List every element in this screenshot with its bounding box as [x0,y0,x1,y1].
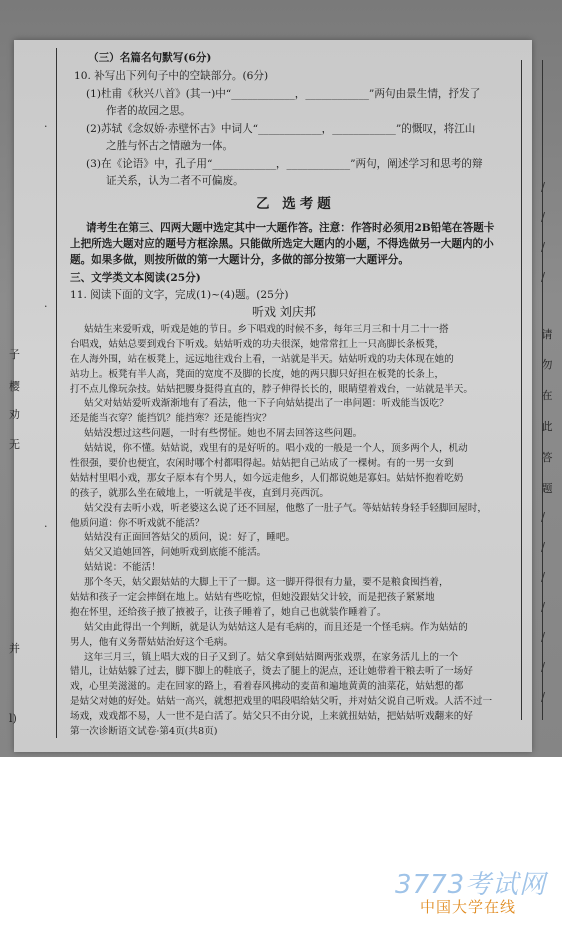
passage-line: 台唱戏，姑姑总要到戏台下听戏。姑姑听戏的功夫很深，她常常扛上一只高脚长条板凳， [70,338,445,350]
site-logo: 3773考试网 [395,870,547,900]
passage-line: 在人海外围，站在板凳上，远远地往戏台上看，一站就是半天。姑姑听戏的功夫体现在她的 [70,353,454,365]
right-margin-char: 在 [541,389,553,402]
cut-line-dot: · [44,520,48,533]
question-text: 证关系，认为二者不可偏废。 [106,175,244,187]
question-text: (2)苏轼《念奴娇·赤壁怀古》中词人“____________，____________”的慨叹，将江山 [86,123,476,135]
cut-line-mark: / [541,690,546,704]
passage-line: 姑父又追她回答，问她听戏到底能不能活。 [84,547,267,559]
passage-line: 姑姑说，你不懂。姑姑说，戏里有的是好听的。唱小戏的一般是一个人，顶多两个人，机动 [84,443,468,455]
cut-line-mark: / [541,210,546,224]
cut-line-mark: / [541,570,546,584]
section-heading: （三）名篇名句默写(6分) [88,52,212,64]
left-margin-char: 子 [9,348,20,361]
question-text: (3)在《论语》中，孔子用“____________，____________”两句，阐述学习和思考的辩 [86,158,483,170]
instruction-text: 题。如果多做，则按所做的第一大题计分，多做的部分按第一大题评分。 [70,254,409,266]
cut-line-mark: / [541,660,546,674]
passage-line: 姑姑和孩子一定会摔倒在地上。姑姑有些吃惊，但她没跟姑父计较，而是把孩子紧紧地 [70,592,435,603]
cut-line-dot: · [44,120,48,133]
passage-line: 姑姑没想过这些问题，一时有些愣怔。她也不屑去回答这些问题。 [84,428,363,440]
question-text: 作者的故园之思。 [106,105,191,117]
section-heading: 三、文学类文本阅读(25分) [70,272,201,284]
left-margin-char: 无 [9,438,20,451]
passage-line: 打不点儿像玩杂技。姑姑把腰身挺得直直的，脖子伸得长长的，眼睛望着戏台，一站就是半天。 [70,383,473,395]
passage-line: 第一次诊断语文试卷·第4页(共8页) [70,726,218,737]
cut-line-mark: / [541,270,546,284]
cut-line-mark: / [541,600,546,614]
passage-line: 这年三月三，镇上唱大戏的日子又到了。姑父拿到姑姑圈两张戏票，在家务活儿上的一个 [84,651,459,663]
passage-line: 姑姑村里唱小戏，那女子原本有个男人，如今远走他乡，人们都说她是寡妇。姑姑怀抱着吃奶 [70,472,464,484]
question-text: 10. 补写出下列句子中的空缺部分。(6分) [74,70,269,82]
passage-line: 姑姑说：不能活！ [84,562,161,574]
instruction-text: 上把所选大题对应的题号方框涂黑。只能做所选定大题内的小题，不得选做另一大题内的小 [70,238,494,250]
passage-title: 听戏 刘庆邦 [252,305,316,319]
question-text: (1)杜甫《秋兴八首》(其一)中“____________，____________”两句由景生情，抒发了 [86,88,481,100]
passage-line: 姑父没有去听小戏，听老婆这么说了还不回屋，他憋了一肚子气。等姑姑转身轻手轻脚回屋时， [84,502,487,514]
passage-line: 站功上。板凳有半人高，凳面的宽度不及脚的长度，她的两只脚只好担在板凳的长条上， [70,368,445,380]
right-margin-char: 请 [541,328,553,341]
right-margin-char: 勿 [541,358,553,371]
passage-line: 场戏，戏戏都不易，人一世不是白活了。姑父只不由分说，上来就扭姑姑，把姑姑听戏翻来的好 [70,711,473,723]
question-text: 之胜与怀古之情融为一体。 [106,140,234,152]
passage-line: 错儿，让姑姑躲了过去，脚下脚上的鞋底子，烫去了腿上的泥点，还让她带着干粮去听了一场好 [70,666,473,678]
cut-line-mark: / [541,540,546,554]
passage-line: 戏，心里美滋滋的。走在回家的路上，看着春风拂动的麦苗和遍地黄黄的油菜花，姑姑想的都 [70,681,464,693]
left-binding-line [56,48,57,738]
passage-line: 的孩子，就那么坐在破地上，一听就是半夜，直到月亮西沉。 [70,487,330,499]
left-margin-char: 劝 [9,408,20,421]
passage-line: 男人，他有义务帮姑姑治好这个毛病。 [70,636,234,648]
cut-line-mark: / [541,180,546,194]
cut-line-mark: / [541,630,546,644]
passage-line: 姑姑生来爱听戏，听戏是她的节日。乡下唱戏的时候不多，每年三月三和十月二十一搭 [84,324,449,335]
right-binding-line [521,60,522,720]
left-margin-char: 并 [9,642,20,655]
passage-line: 还是能当衣穿？能挡饥？能挡寒？还是能挡灾？ [70,413,272,425]
left-margin-char: 樱 [9,380,20,393]
cut-line-mark: / [541,510,546,524]
question-text: 11. 阅读下面的文字，完成(1)~(4)题。(25分) [70,289,289,301]
right-margin-char: 此 [541,420,553,433]
cut-line-dot: · [44,300,48,313]
instruction-text: 请考生在第三、四两大题中选定其中一大题作答。注意：作答时必须用2B铅笔在答题卡 [86,222,495,234]
site-label: 中国大学在线 [420,898,517,916]
passage-line: 那个冬天，姑父跟姑姑的大脚上干了一脚。这一脚开得很有力量，要不是粮食囤挡着， [84,577,449,589]
right-margin-char: 答 [541,451,553,464]
passage-line: 性很强，要价也便宜，农闲时哪个村都唱得起。姑姑把自己站成了一棵树。有的一男一女到 [70,458,454,469]
passage-line: 姑父对姑姑爱听戏渐渐地有了看法，他一下子向姑姑提出了一串问题：听戏能当饭吃？ [84,398,449,410]
passage-line: 他质问道：你不听戏就不能活？ [70,517,205,529]
cut-line-mark: / [541,240,546,254]
left-margin-char: l) [9,712,17,725]
elective-heading: 乙 选考题 [256,196,335,212]
passage-line: 抱在怀里，还给孩子掖了掖被子，让孩子睡着了，她自己也就装作睡着了。 [70,606,387,618]
right-margin-char: 题 [541,482,553,495]
passage-line: 是姑父对她的好处。姑姑一高兴，就想把戏里的唱段唱给姑父听，并对姑父说自己听戏。人活不过一 [70,696,493,708]
passage-line: 姑父由此得出一个判断，就是认为姑姑这人是有毛病的，而且还是一个怪毛病。作为姑姑的 [84,621,468,633]
passage-line: 姑姑没有正面回答姑父的质问，说：好了，睡吧。 [84,532,296,544]
